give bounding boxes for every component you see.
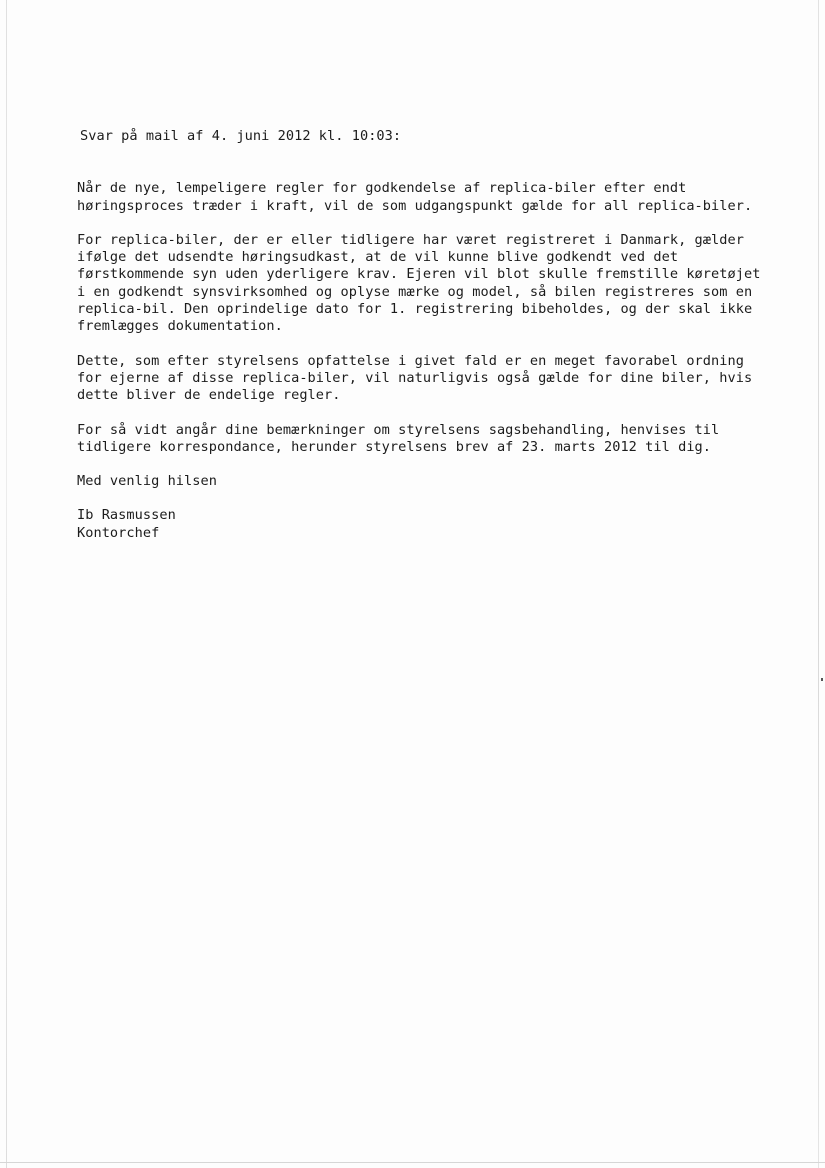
text-line: replica-bil. Den oprindelige dato for 1. registrering bibeholdes, og der skal ikke: [77, 301, 753, 318]
paragraph-3: [77, 353, 777, 405]
paragraph-2: [77, 232, 777, 336]
scan-edge-left: [6, 0, 7, 1168]
scan-speck: [821, 678, 823, 681]
closing-line: Med venlig hilsen: [77, 473, 217, 490]
signer-name: Ib Rasmussen: [77, 507, 176, 524]
scan-edge-bottom: [0, 1162, 825, 1163]
text-line: Når de nye, lempeligere regler for godkendelse af replica-biler efter endt: [77, 180, 687, 197]
text-line: For replica-biler, der er eller tidligere har været registreret i Danmark, gælder: [77, 231, 744, 248]
paragraph-4: [77, 422, 777, 457]
text-line: ifølge det udsendte høringsudkast, at de vil kunne blive godkendt ved det: [77, 249, 679, 266]
text-line: høringsproces træder i kraft, vil de som udgangspunkt gælde for all replica-biler.: [77, 197, 753, 214]
scan-edge-right: [818, 0, 819, 1168]
text-line: i en godkendt synsvirksomhed og oplyse mærke og model, så bilen registreres som en: [77, 283, 753, 300]
text-line: For så vidt angår dine bemærkninger om styrelsens sagsbehandling, henvises til: [77, 421, 720, 438]
letter-heading: Svar på mail af 4. juni 2012 kl. 10:03:: [80, 128, 402, 144]
text-line: for ejerne af disse replica-biler, vil naturligvis også gælde for dine biler, hvis: [77, 369, 753, 386]
text-line: Dette, som efter styrelsens opfattelse i givet fald er en meget favorabel ordning: [77, 352, 744, 369]
text-line: dette bliver de endelige regler.: [77, 387, 341, 404]
paragraph-1: [77, 180, 777, 215]
text-line: fremlægges dokumentation.: [77, 318, 283, 335]
text-line: førstkommende syn uden yderligere krav. Ejeren vil blot skulle fremstille køretøjet: [77, 266, 761, 283]
text-line: tidligere korrespondance, herunder styrelsens brev af 23. marts 2012 til dig.: [77, 438, 712, 455]
signer-title: Kontorchef: [77, 524, 160, 541]
letter-body: [77, 128, 777, 542]
